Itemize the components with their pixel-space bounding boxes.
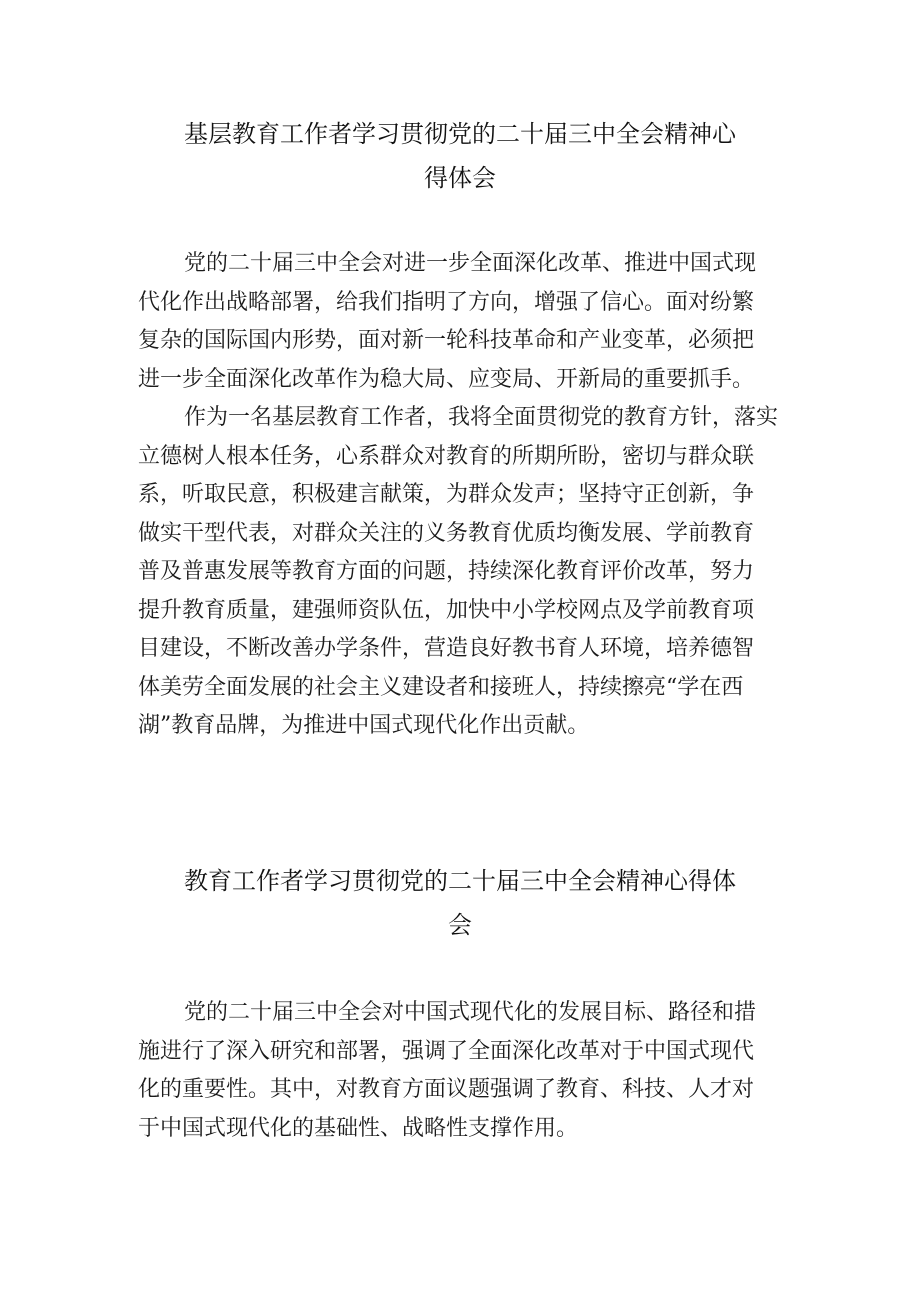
paragraph-line: 进一步全面深化改革作为稳大局、应变局、开新局的重要抓手。 xyxy=(138,366,755,392)
paragraph-line: 化的重要性。其中，对教育方面议题强调了教育、科技、人才对 xyxy=(138,1077,755,1102)
section2-title-line2: 会 xyxy=(448,911,472,939)
section1-title-line2: 得体会 xyxy=(424,164,496,192)
paragraph-line: 提升教育质量，建强师资队伍，加快中小学校网点及学前教育项 xyxy=(138,597,755,623)
paragraph-line: 目建设，不断改善办学条件，营造良好教书育人环境，培养德智 xyxy=(138,636,755,661)
paragraph-line: 湖”教育品牌，为推进中国式现代化作出贡献。 xyxy=(138,713,590,738)
section1-title xyxy=(130,112,790,200)
paragraph-line: 普及普惠发展等教育方面的问题，持续深化教育评价改革，努力 xyxy=(138,559,755,584)
paragraph-line: 立德树人根本任务，心系群众对教育的所期所盼，密切与群众联 xyxy=(138,443,755,469)
paragraph-line: 体美劳全面发展的社会主义建设者和接班人，持续擦亮“学在西 xyxy=(138,674,744,700)
paragraph-line: 作为一名基层教育工作者，我将全面贯彻党的教育方针，落实 xyxy=(184,405,779,430)
paragraph-line: 代化作出战略部署，给我们指明了方向，增强了信心。面对纷繁 xyxy=(138,289,755,315)
paragraph-line: 施进行了深入研究和部署，强调了全面深化改革对于中国式现代 xyxy=(138,1038,755,1064)
paragraph-line: 党的二十届三中全会对进一步全面深化改革、推进中国式现 xyxy=(184,251,757,276)
paragraph-line: 做实干型代表，对群众关注的义务教育优质均衡发展、学前教育 xyxy=(138,520,755,546)
paragraph-line: 复杂的国际国内形势，面对新一轮科技革命和产业变革，必须把 xyxy=(138,328,755,353)
section2-title xyxy=(130,859,790,947)
section2-title-line1: 教育工作者学习贯彻党的二十届三中全会精神心得体 xyxy=(184,867,736,895)
paragraph-line: 党的二十届三中全会对中国式现代化的发展目标、路径和措 xyxy=(184,1000,757,1025)
section1-paragraph-1 xyxy=(138,245,788,399)
section1-title-line1: 基层教育工作者学习贯彻党的二十届三中全会精神心 xyxy=(184,120,736,148)
paragraph-line: 于中国式现代化的基础性、战略性支撑作用。 xyxy=(138,1115,579,1141)
section1-paragraph-2 xyxy=(138,399,788,746)
paragraph-line: 系，听取民意，积极建言献策，为群众发声；坚持守正创新，争 xyxy=(138,482,755,507)
section2-paragraph-1 xyxy=(138,994,788,1148)
